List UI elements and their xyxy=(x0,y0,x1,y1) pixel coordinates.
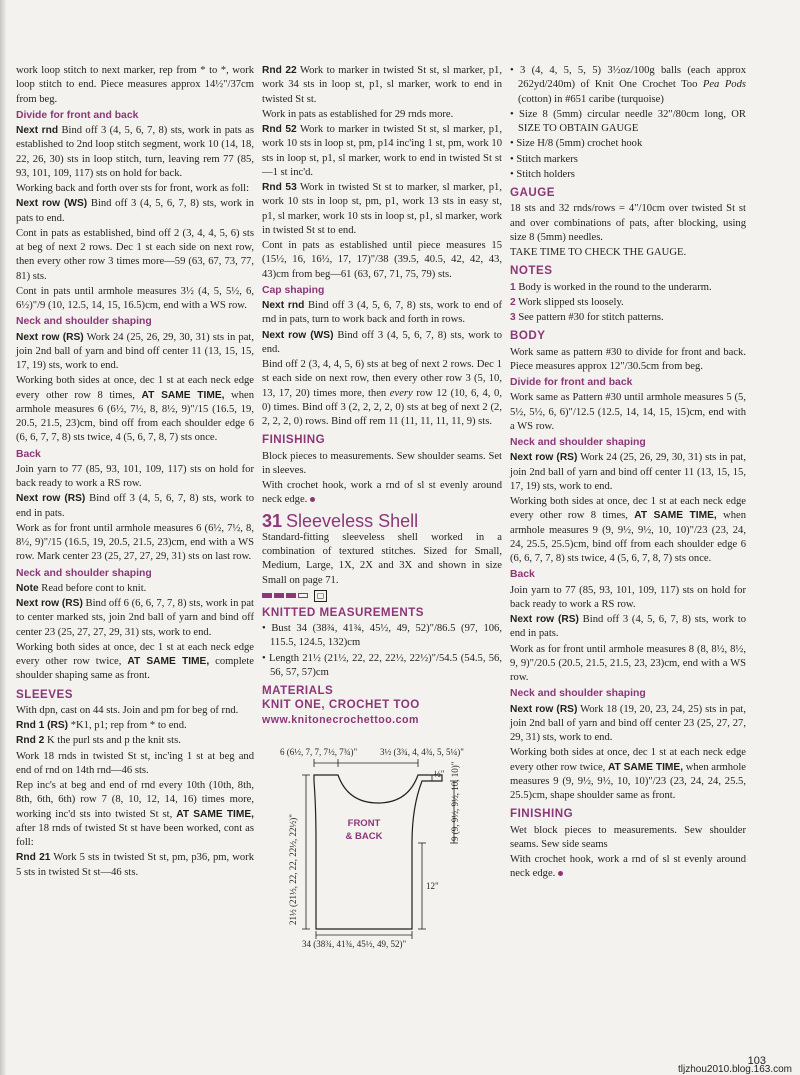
emphasis-label: AT SAME TIME, xyxy=(607,761,684,773)
paragraph xyxy=(510,495,746,566)
paragraph xyxy=(262,479,502,508)
paragraph-text: Work 24 (25, 26, 29, 30, 31) sts in pat, join 2nd ball of yarn and bind off center 11 (13, 15, 15, 17, 19) sts, work to end. xyxy=(510,452,746,492)
paragraph xyxy=(16,582,254,596)
paragraph xyxy=(262,181,502,238)
paragraph xyxy=(16,331,254,374)
row-label: Next row (RS) xyxy=(510,614,579,625)
note-item xyxy=(510,281,746,295)
list-item: • Stitch markers xyxy=(510,153,578,165)
paragraph-text: See pattern #30 for stitch patterns. xyxy=(515,312,664,323)
list-item: • Size 8 (5mm) circular needle 32"/80cm long, OR SIZE TO OBTAIN GAUGE xyxy=(510,108,746,134)
watermark: tljzhou2010.blog.163.com xyxy=(678,1064,792,1075)
paragraph-text: K the purl sts and p the knit sts. xyxy=(44,735,181,747)
paragraph-text: Working both sides at once, dec 1 st at each neck edge every other row twice, xyxy=(16,641,254,667)
row-label: Rnd 52 xyxy=(262,124,297,135)
paragraph xyxy=(262,299,502,328)
paragraph: Join yarn to 77 (85, 93, 101, 109, 117) sts on hold for back ready to work a RS row. xyxy=(510,584,746,610)
paragraph-text: Bind off 3 (4, 5, 6, 7, 8) sts, work to end of rnd in pats, turn to work back and forth in rows. xyxy=(262,300,502,326)
paragraph xyxy=(262,358,502,429)
paragraph: Work 18 rnds in twisted St st, inc'ing 1 st at beg and end of rnd on 14th rnd—46 sts. xyxy=(16,750,254,776)
skill-seg-icon xyxy=(262,593,272,598)
list-item: • Length 21½ (21½, 22, 22, 22½, 22½)"/54.5 (54.5, 56, 56, 57, 57)cm xyxy=(262,652,502,678)
row-label: Rnd 1 (RS) xyxy=(16,720,69,731)
note-number: 2 xyxy=(510,296,516,308)
section-heading: Divide for front and back xyxy=(510,377,633,388)
skill-seg-icon xyxy=(286,593,296,598)
list-item: • Stitch holders xyxy=(510,168,575,180)
paragraph-text: Work to marker in twisted St st, sl marker, p1, work 34 sts in loop st, p1, sl marker, work to end in twisted St st. xyxy=(262,65,502,105)
page-number: 103 xyxy=(747,1055,766,1067)
paragraph-text: row 12 (10, 6, 4, 0, 0) times. Bind off 3 (2, 2, 2, 2, 0) sts at beg of next 2 (2, 2, 2, 2, 0) rows. Bind off rem 11 (11, 11, 11, 11, 9) sts. xyxy=(262,387,502,427)
row-label: Rnd 21 xyxy=(16,852,51,864)
paragraph xyxy=(510,451,746,494)
row-label: Note xyxy=(16,582,39,594)
end-bullet-icon xyxy=(307,494,315,505)
paragraph-text: Working both sides at once, dec 1 st at each neck edge every other row 8 times, xyxy=(16,375,254,401)
paragraph-text: With crochet hook, work a rnd of sl st evenly around neck edge. xyxy=(262,480,502,506)
paragraph-text: Read before cont to knit. xyxy=(38,582,147,594)
paragraph: Block pieces to measurements. Sew shoulder seams. Set in sleeves. xyxy=(262,450,502,476)
paragraph xyxy=(16,779,254,850)
row-label: Next row (RS) xyxy=(16,331,84,343)
paragraph-text: Work in twisted St st to marker, sl marker, p1, work 10 sts in loop st, pm, p1, work 13 sts in easy st, p1, sl marker, work 10 sts in loop st, p1, sl marker, work in twisted St st to end. xyxy=(262,182,502,236)
list-item: • Size H/8 (5mm) crochet hook xyxy=(510,138,643,150)
section-heading: Neck and shoulder shaping xyxy=(16,316,152,328)
paragraph-text: when armhole measures 9 (9, 9½, 9½, 10, 10)"/23 (23, 24, 24, 25.5, 25.5)cm, shape shoulder same as front. xyxy=(510,761,746,801)
note-number: 3 xyxy=(510,312,516,323)
scan-edge xyxy=(0,0,6,1075)
paragraph: Cont in pats as established until piece measures 15 (15½, 16, 16½, 17, 17)"/38 (39.5, 40.5, 42, 42, 43, 43)cm from beg—61 (63, 67, 71, 75, 79) sts. xyxy=(262,240,502,280)
paragraph: Cont in pats as established, bind off 2 (3, 4, 4, 5, 6) sts at beg of next 2 rows. Dec 1 st each side on next row, then every other row 3 times more—59 (63, 67, 73, 77, 81) sts. xyxy=(16,227,254,282)
paragraph-text: when armhole measures 6 (6½, 7½, 8, 8½, 9)"/15 (16.5, 19, 20.5, 21.5, 23)cm, bind off from each shoulder edge 6 (6, 6, 7, 7, 8) sts twice, 4 (5, 6, 7, 8, 7) sts once. xyxy=(16,389,254,444)
section-heading: Neck and shoulder shaping xyxy=(16,567,152,579)
paragraph: With dpn, cast on 44 sts. Join and pm for beg of rnd. xyxy=(16,704,239,716)
row-label: Next rnd xyxy=(16,125,59,136)
skill-level-icon xyxy=(262,590,502,602)
row-label: Rnd 2 xyxy=(16,735,45,747)
paragraph xyxy=(262,123,502,180)
chapter-heading: FINISHING xyxy=(262,433,326,447)
paragraph: work loop stitch to next marker, rep from * to *, work loop stitch to end. Piece measures approx 14½"/37cm from beg. xyxy=(16,65,254,105)
paragraph-text: Bind off 3 (4, 5, 6, 7, 8) sts, work to end in pats. xyxy=(510,614,746,640)
paragraph: Work in pats as established for 29 rnds more. xyxy=(262,108,454,120)
paragraph-text: Body is worked in the round to the underarm. xyxy=(515,281,712,293)
paragraph-text: Work 24 (25, 26, 29, 30, 31) sts in pat, join 2nd ball of yarn and bind off center 11 (13, 15, 15, 17, 19) sts, work to end. xyxy=(16,331,255,371)
paragraph xyxy=(16,492,254,521)
column-right xyxy=(510,64,746,883)
paragraph-text: Bind off 3 (4, 5, 6, 7, 8) sts, work to end in pats. xyxy=(16,493,254,519)
piece-label xyxy=(336,817,392,843)
paragraph-text: after 18 rnds of twisted St st have been worked, cont as foll: xyxy=(16,822,254,848)
paragraph xyxy=(16,374,254,445)
emphasis-label: AT SAME TIME, xyxy=(127,656,210,667)
note-number: 1 xyxy=(510,281,516,293)
paragraph xyxy=(510,853,746,882)
row-label: Next row (RS) xyxy=(16,493,86,505)
paragraph-text: Bind off 2 (3, 4, 4, 5, 6) sts at beg of next 2 rows. Dec 1 st each side on next row, then every other row 3 (5, 10, 13, 17, 20) times more, then xyxy=(262,359,502,399)
list-item xyxy=(510,64,746,107)
paragraph: Work same as Pattern #30 until armhole measures 5 (5, 5½, 5½, 6, 6)"/12.5 (12.5, 14, 14, 15, 15)cm, end with a WS row. xyxy=(510,392,746,432)
section-heading: Neck and shoulder shaping xyxy=(510,437,646,448)
list-item: • Bust 34 (38¾, 41¾, 45½, 49, 52)"/86.5 (97, 106, 115.5, 124.5, 132)cm xyxy=(262,623,502,649)
paragraph: Cont in pats until armhole measures 3½ (4, 5, 5½, 6, 6½)"/9 (10, 12.5, 14, 15, 16.5)cm, end with a WS row. xyxy=(16,285,254,311)
dim-armhole: 9 (9, 9½, 9½, 10, 10)" xyxy=(450,761,460,841)
paragraph xyxy=(16,124,254,181)
paragraph xyxy=(16,851,254,880)
dim-half: ½" xyxy=(434,768,445,779)
emphasis-text: every xyxy=(389,387,413,399)
paragraph: Standard-fitting sleeveless shell worked in a combination of textured stitches. Sized for Small, Medium, Large, 1X, 2X and 3X and shown in size Small on page 71. xyxy=(262,531,502,586)
pattern-number: 31 xyxy=(262,510,283,531)
paragraph xyxy=(510,703,746,746)
paragraph xyxy=(262,329,502,358)
dim-bust: 34 (38¾, 41¾, 45½, 49, 52)" xyxy=(302,938,407,949)
section-heading: Back xyxy=(510,569,535,581)
section-heading: Neck and shoulder shaping xyxy=(510,688,646,700)
paragraph xyxy=(16,597,254,640)
chapter-heading: GAUGE xyxy=(510,186,556,199)
dim-neck: 3½ (3¾, 4, 4¾, 5, 5¼)" xyxy=(380,746,464,757)
paragraph: Work as for front until armhole measures 6 (6½, 7½, 8, 8½, 9)"/15 (16.5, 19, 20.5, 21.5, 23)cm, end with a WS row. Mark center 23 (25, 27, 27, 29, 31) sts on last row. xyxy=(16,522,254,563)
paragraph: Wet block pieces to measurements. Sew shoulder seams. Sew side seams xyxy=(510,824,746,850)
garment-outline xyxy=(314,775,442,929)
paragraph: TAKE TIME TO CHECK THE GAUGE. xyxy=(510,247,687,258)
dim-shoulder: 6 (6½, 7, 7, 7½, 7¾)" xyxy=(280,746,358,757)
paragraph-text: Bind off 3 (4, 5, 6, 7, 8) sts, work in pats to end. xyxy=(16,198,254,224)
row-label: Next row (RS) xyxy=(510,452,578,464)
paragraph-text: Work slipped sts loosely. xyxy=(515,296,624,308)
wash-care-icon: ▢ xyxy=(314,590,327,602)
emphasis-label: AT SAME TIME, xyxy=(141,389,225,401)
brand-url: www.knitonecrochettoo.com xyxy=(262,713,419,726)
paragraph: Working back and forth over sts for front, work as foll: xyxy=(16,183,250,194)
skill-seg-empty-icon xyxy=(298,593,308,598)
paragraph-text: With crochet hook, work a rnd of sl st evenly around neck edge. xyxy=(510,854,746,880)
section-heading: Divide for front and back xyxy=(16,109,139,121)
paragraph-text: • 3 (4, 4, 5, 5, 5) 3½oz/100g balls (each approx 262yd/240m) of Knit One Crochet Too xyxy=(510,65,746,91)
paragraph: 18 sts and 32 rnds/rows = 4"/10cm over twisted St st and over combinations of pats, after blocking, using size 8 (5mm) needles. xyxy=(510,203,746,243)
pattern-name: Sleeveless Shell xyxy=(286,510,419,531)
chapter-heading: SLEEVES xyxy=(16,687,73,701)
paragraph: Work as for front until armhole measures 8 (8, 8½, 8½, 9, 9)"/20.5 (20.5, 21.5, 21.5, 23, 23)cm, end with a WS row. xyxy=(510,643,746,683)
schematic-diagram xyxy=(262,739,500,949)
emphasis-label: AT SAME TIME, xyxy=(634,510,717,522)
column-middle xyxy=(262,64,502,949)
row-label: Rnd 53 xyxy=(262,182,297,193)
note-item xyxy=(510,311,746,325)
paragraph xyxy=(16,641,254,684)
chapter-heading: KNITTED MEASUREMENTS xyxy=(262,605,425,619)
row-label: Rnd 22 xyxy=(262,65,297,76)
pattern-title xyxy=(262,510,502,531)
chapter-heading: MATERIALS xyxy=(262,684,334,697)
paragraph-text: Work 5 sts in twisted St st, pm, p36, pm, work 5 sts in twisted St st—46 sts. xyxy=(16,852,254,878)
chapter-heading: FINISHING xyxy=(510,807,574,821)
yarn-name: Pea Pods xyxy=(702,79,747,91)
column-left xyxy=(16,64,254,881)
paragraph: Work same as pattern #30 to divide for front and back. Piece measures approx 12"/30.5cm from beg. xyxy=(510,346,746,372)
paragraph: Join yarn to 77 (85, 93, 101, 109, 117) sts on hold for back ready to work a RS row. xyxy=(16,463,254,489)
row-label: Next row (RS) xyxy=(510,703,578,715)
paragraph xyxy=(510,613,746,642)
paragraph-text: Bind off 3 (4, 5, 6, 7, 8) sts, work to end. xyxy=(262,329,502,355)
paragraph-text: when armhole measures 9 (9, 9½, 9½, 10, 10)"/23 (23, 24, 24, 25.5, 25.5)cm, bind off from each shoulder edge 6 (6, 6, 7, 7, 8) sts twice, 4 (5, 6, 7, 8, 7) sts once. xyxy=(510,510,746,564)
paragraph-text: Bind off 6 (6, 6, 7, 7, 8) sts, work in pat to center marked sts, join 2nd ball of yarn and bind off center 23 (25, 27, 27, 29, 31) sts, work to end. xyxy=(16,598,254,638)
note-item xyxy=(510,296,746,310)
paragraph xyxy=(16,719,254,733)
paragraph-text: Working both sides at once, dec 1 st at each neck edge every other row twice, xyxy=(510,747,746,773)
row-label: Next row (RS) xyxy=(16,598,83,609)
paragraph xyxy=(510,746,746,803)
paragraph xyxy=(262,64,502,107)
chapter-heading: NOTES xyxy=(510,264,553,278)
paragraph-text: Rep inc's at beg and end of rnd every 10th (10th, 8th, 8th, 6th, 6th) row 7 (8, 10, 12, 14, 16) times more, working inc'd sts into twisted St st, xyxy=(16,780,254,820)
row-label: Next rnd xyxy=(262,300,305,311)
chapter-heading: BODY xyxy=(510,329,546,343)
emphasis-label: AT SAME TIME, xyxy=(176,808,254,820)
paragraph-text: Work to marker in twisted St st, sl marker, p1, work 10 sts in loop st, pm, p14 inc'ing 1 st, pm, work 10 sts in loop st, p1, sl marker, work to end in twisted St st—1 st inc'd. xyxy=(262,124,502,178)
paragraph-text: *K1, p1; rep from * to end. xyxy=(68,720,187,731)
row-label: Next row (WS) xyxy=(262,329,334,341)
paragraph xyxy=(16,734,254,748)
yarn-brand: KNIT ONE, CROCHET TOO xyxy=(262,698,420,712)
dim-side: 12" xyxy=(426,880,439,891)
dim-length: 21½ (21½, 22, 22, 22½, 22½)" xyxy=(288,813,298,925)
piece-label-back: & BACK xyxy=(345,830,383,842)
end-bullet-icon xyxy=(555,868,563,879)
paragraph-text: Working both sides at once, dec 1 st at each neck edge every other row 8 times, xyxy=(510,496,746,522)
paragraph xyxy=(16,197,254,226)
paragraph-text: complete shoulder shaping same as front. xyxy=(16,656,254,682)
section-heading: Cap shaping xyxy=(262,284,325,296)
paragraph-text: (cotton) in #651 caribe (turquoise) xyxy=(518,93,664,105)
section-heading: Back xyxy=(16,448,41,460)
piece-label-front: FRONT xyxy=(347,817,381,829)
row-label: Next row (WS) xyxy=(16,198,88,210)
paragraph-text: Work 18 (19, 20, 23, 24, 25) sts in pat, join 2nd ball of yarn and bind off center 23 (25, 27, 27, 29, 31) sts, work to end. xyxy=(510,703,746,743)
skill-seg-icon xyxy=(274,593,284,598)
paragraph-text: Bind off 3 (4, 5, 6, 7, 8) sts, work in pats as established to 2nd loop stitch segment, work 10 (14, 18, 22, 26, 30) sts in loop stitch, turn, leaving rem 77 (85, 93, 101, 109, 117) sts on hold for back. xyxy=(16,125,254,179)
